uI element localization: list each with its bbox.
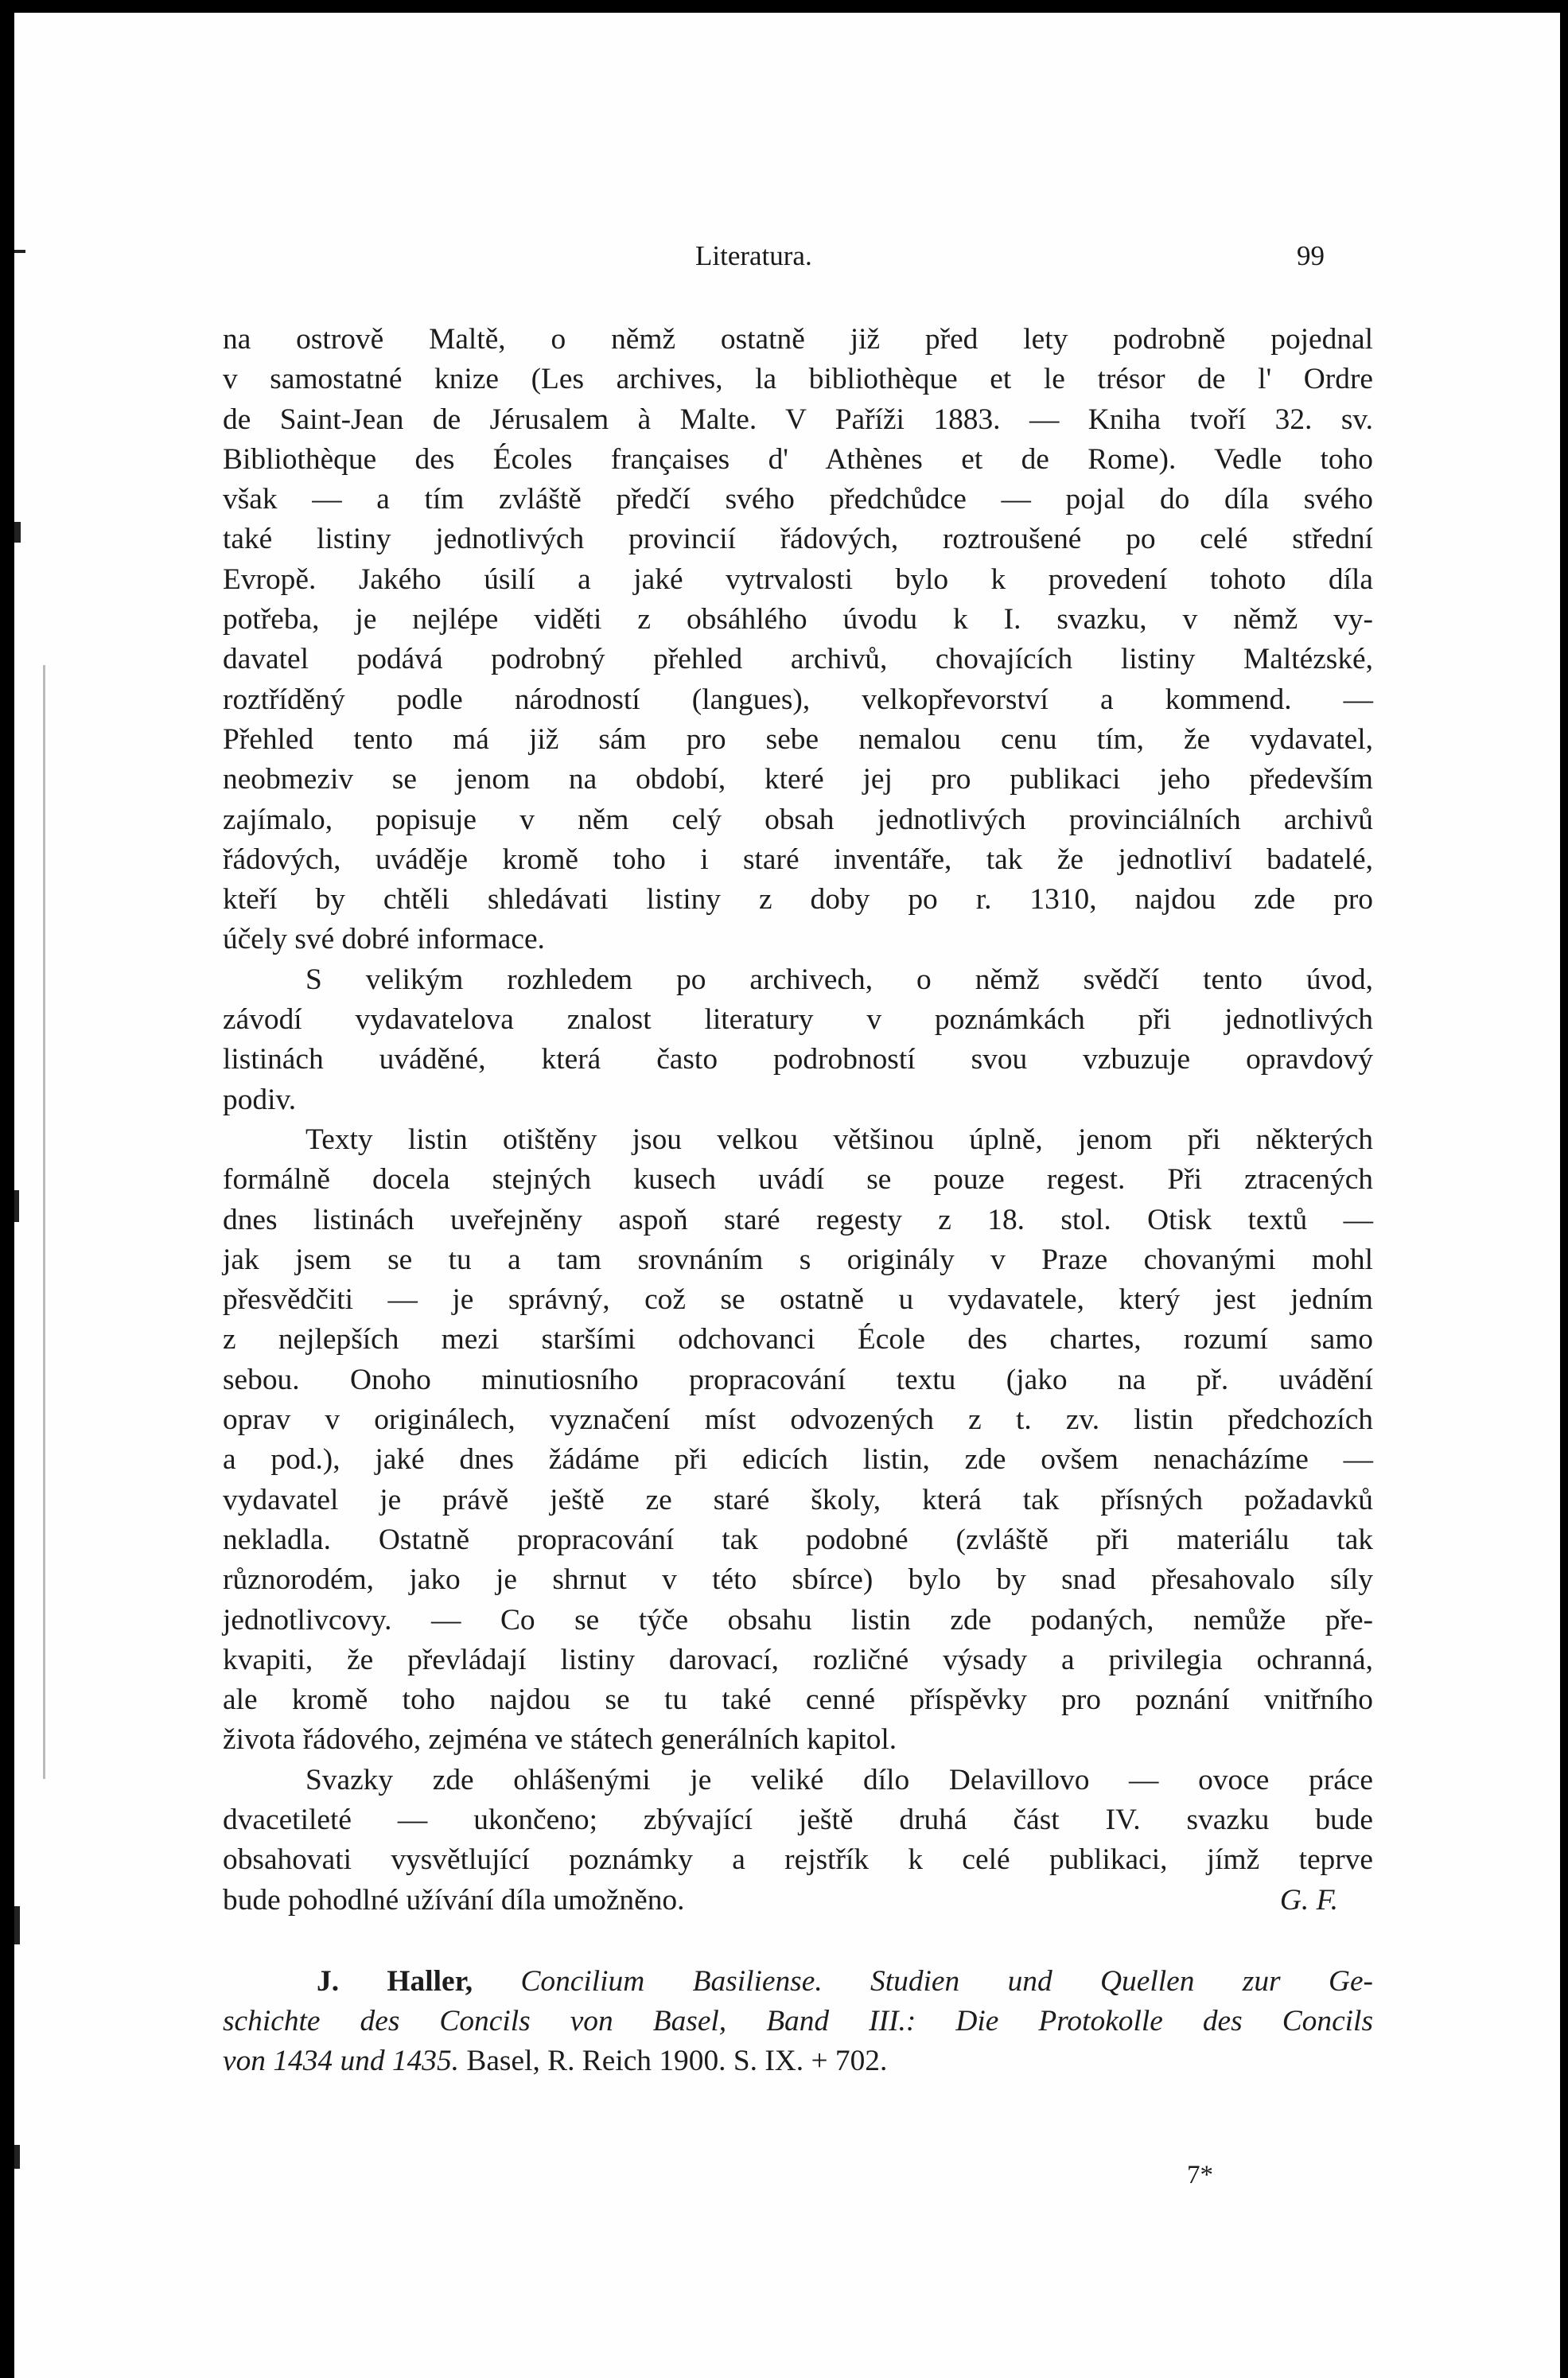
text-line: zajímalo, popisuje v něm celý obsah jednotlivých provinciálních archivů: [223, 803, 1373, 836]
text-line: dvacetileté — ukončeno; zbývající ještě druhá část IV. svazku bude: [223, 1803, 1373, 1836]
text-line: nekladla. Ostatně propracování tak podobné (zvláště při materiálu tak: [223, 1523, 1373, 1556]
text-line: vydavatel je právě ještě ze staré školy, která tak přísných požadavků: [223, 1483, 1373, 1516]
text-line: listinách uváděné, která často podrobností svou vzbuzuje opravdový: [223, 1043, 1373, 1076]
text-line: na ostrově Maltě, o němž ostatně již před lety podrobně pojednal: [223, 323, 1373, 356]
text-line: účely své dobré informace.: [223, 923, 545, 956]
text-line: života řádového, zejména ve státech generálních kapitol.: [223, 1723, 897, 1757]
text-line: roztříděný podle národností (langues), velkopřevorství a kommend. —: [223, 683, 1373, 716]
biblio-author: J. Haller,: [317, 1964, 473, 1998]
text-line: Bibliothèque des Écoles françaises d' Athènes et de Rome). Vedle toho: [223, 442, 1373, 476]
biblio-title: von 1434 und 1435.: [223, 2045, 460, 2078]
paragraph: [223, 960, 1373, 1120]
signature-mark: 7*: [1187, 2161, 1213, 2189]
text-line: však — a tím zvláště předčí svého předchůdce — pojal do díla svého: [223, 483, 1373, 516]
text-line: kteří by chtěli shledávati listiny z doby po r. 1310, najdou zde pro: [223, 883, 1373, 917]
text-line: Svazky zde ohlášenými je veliké dílo Delavillovo — ovoce práce: [305, 1763, 1373, 1796]
text-line: formálně docela stejných kusech uvádí se pouze regest. Při ztracených: [223, 1163, 1373, 1197]
text-line: z nejlepších mezi staršími odchovanci École des chartes, rozumí samo: [223, 1323, 1373, 1356]
text-line: v samostatné knize (Les archives, la bibliothèque et le trésor de l' Ordre: [223, 363, 1373, 396]
text-line: de Saint-Jean de Jérusalem à Malte. V Paříži 1883. — Kniha tvoří 32. sv.: [223, 403, 1373, 436]
text-line: potřeba, je nejlépe viděti z obsáhlého úvodu k I. svazku, v němž vy-: [223, 603, 1373, 636]
biblio-line: [223, 2002, 1373, 2041]
paragraph: [223, 1761, 1373, 1921]
bibliographic-entry: [223, 1962, 1373, 2082]
scan-edge-mark: [14, 522, 21, 543]
text-line: různorodém, jako je shrnut v této sbírce) bylo by snad přesahovalo síly: [223, 1563, 1373, 1597]
scan-edge-mark: [14, 1906, 20, 1944]
paragraph: [223, 320, 1373, 960]
biblio-title: schichte des Concils von Basel, Band III.: Die Protokolle des Concils: [223, 2005, 1373, 2038]
text-line: jak jsem se tu a tam srovnáním s originály v Praze chovanými mohl: [223, 1243, 1373, 1276]
biblio-title: Concilium Basiliense. Studien und Quellen zur Ge-: [520, 1964, 1373, 1998]
text-line: ale kromě toho najdou se tu také cenné příspěvky pro poznání vnitřního: [223, 1683, 1373, 1717]
text-line: S velikým rozhledem po archivech, o němž svědčí tento úvod,: [305, 963, 1373, 996]
review-author-initials: G. F.: [1279, 1883, 1338, 1917]
text-line: bude pohodlné užívání díla umožněno.: [223, 1883, 685, 1917]
text-line: přesvědčiti — je správný, což se ostatně u vydavatele, který jest jedním: [223, 1283, 1373, 1317]
document-page: [14, 13, 1560, 2378]
text-line: kvapiti, že převládají listiny darovací, rozličné výsady a privilegia ochranná,: [223, 1643, 1373, 1676]
text-line: jednotlivcovy. — Co se týče obsahu listin zde podaných, nemůže pře-: [223, 1603, 1373, 1637]
article-body: [223, 320, 1373, 2082]
running-title: Literatura.: [695, 240, 812, 271]
review-text: [223, 320, 1373, 1921]
scan-edge-mark: [14, 1190, 19, 1222]
text-line: závodí vydavatelova znalost literatury v poznámkách při jednotlivých: [223, 1003, 1373, 1037]
text-line: Přehled tento má již sám pro sebe nemalou cenu tím, že vydavatel,: [223, 722, 1373, 756]
scan-edge-mark: [43, 665, 45, 1779]
biblio-line: [223, 2041, 1373, 2081]
text-line: oprav v originálech, vyznačení míst odvozených z t. zv. listin předchozích: [223, 1403, 1373, 1437]
running-header: [14, 240, 1560, 280]
closing-line: [223, 1881, 1373, 1921]
text-line: podiv.: [223, 1083, 297, 1116]
text-line: a pod.), jaké dnes žádáme při edicích listin, zde ovšem nenacházíme —: [223, 1443, 1373, 1477]
text-line: Evropě. Jakého úsilí a jaké vytrvalosti bylo k provedení tohoto díla: [223, 562, 1373, 596]
text-line: dnes listinách uveřejněny aspoň staré regesty z 18. stol. Otisk textů —: [223, 1203, 1373, 1236]
biblio-line: [223, 1962, 1373, 2002]
scan-edge-mark: [14, 2145, 20, 2169]
text-line: neobmeziv se jenom na období, které jej pro publikaci jeho především: [223, 763, 1373, 796]
biblio-imprint: Basel, R. Reich 1900. S. IX. + 702.: [466, 2045, 888, 2078]
text-line: davatel podává podrobný přehled archivů, chovajících listiny Maltézské,: [223, 643, 1373, 676]
paragraph: [223, 1120, 1373, 1761]
text-line: obsahovati vysvětlující poznámky a rejstřík k celé publikaci, jímž teprve: [223, 1843, 1373, 1877]
text-line: řádových, uváděje kromě toho i staré inventáře, tak že jednotliví badatelé,: [223, 843, 1373, 876]
text-line: sebou. Onoho minutiosního propracování textu (jako na př. uvádění: [223, 1363, 1373, 1396]
text-line: Texty listin otištěny jsou velkou většinou úplně, jenom při některých: [305, 1123, 1373, 1156]
page-number: 99: [1297, 240, 1325, 271]
text-line: také listiny jednotlivých provincií řádových, roztroušené po celé střední: [223, 523, 1373, 556]
